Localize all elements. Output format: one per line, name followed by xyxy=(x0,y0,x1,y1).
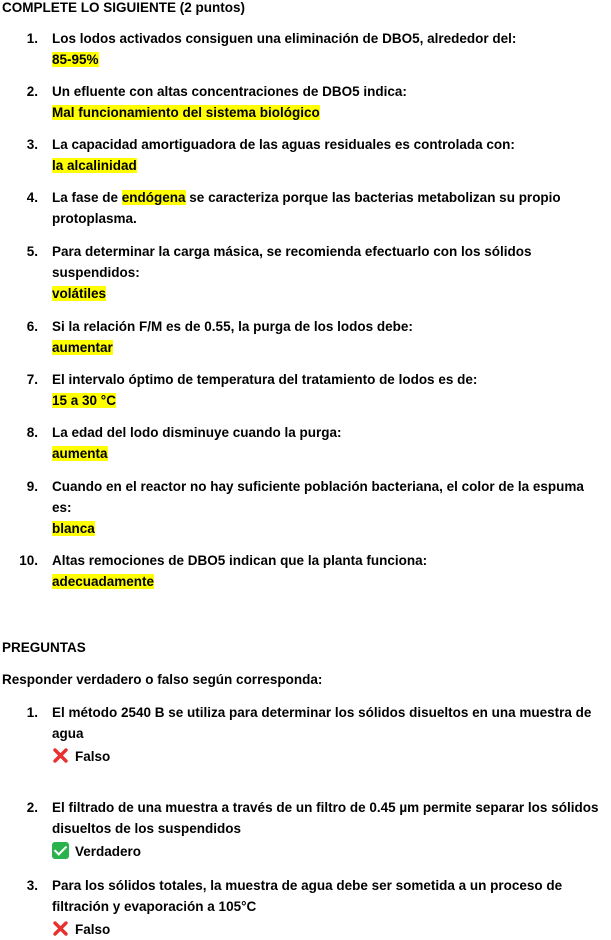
question-text: La capacidad amortiguadora de las aguas residuales es controlada con: xyxy=(52,137,515,152)
item-number: 8. xyxy=(26,425,38,440)
section-title-preguntas: PREGUNTAS xyxy=(2,640,86,655)
cross-mark-icon xyxy=(52,920,69,937)
answer-text: Verdadero xyxy=(75,844,142,859)
answer-text: aumenta xyxy=(52,446,108,461)
answer-text: Falso xyxy=(75,922,111,937)
section-title-complete: COMPLETE LO SIGUIENTE (2 puntos) xyxy=(2,0,245,15)
question-text: Para los sólidos totales, la muestra de agua debe ser sometida a un proceso de xyxy=(52,878,563,893)
question-text: Un efluente con altas concentraciones de DBO5 indica: xyxy=(52,84,407,99)
question-text: Si la relación F/M es de 0.55, la purga de los lodos debe: xyxy=(52,319,413,334)
question-text: filtración y evaporación a 105°C xyxy=(52,899,257,914)
answer-text: 15 a 30 °C xyxy=(52,393,116,408)
answer-text: 85-95% xyxy=(52,52,99,67)
question-text: El filtrado de una muestra a través de un filtro de 0.45 µm permite separar los sólidos xyxy=(52,800,599,815)
question-text-pre: La fase de xyxy=(52,190,122,205)
answer-text: endógena xyxy=(121,190,186,205)
question-text: El método 2540 B se utiliza para determinar los sólidos disueltos en una muestra de xyxy=(52,705,592,720)
question-text: disueltos de los suspendidos xyxy=(52,821,242,836)
question-text: agua xyxy=(52,726,84,741)
answer-text: adecuadamente xyxy=(52,574,155,589)
item-number: 5. xyxy=(26,244,38,259)
check-mark-icon xyxy=(52,842,69,859)
answer-text: Falso xyxy=(75,749,111,764)
item-number: 7. xyxy=(26,372,38,387)
item-number: 1. xyxy=(26,705,38,720)
item-number: 4. xyxy=(26,190,38,205)
item-number: 3. xyxy=(26,878,38,893)
item-number: 6. xyxy=(26,319,38,334)
answer-text: la alcalinidad xyxy=(52,158,137,173)
question-text: Altas remociones de DBO5 indican que la planta funciona: xyxy=(52,553,428,568)
question-text: Para determinar la carga másica, se recomienda efectuarlo con los sólidos xyxy=(52,244,532,259)
answer-text: volátiles xyxy=(52,286,107,301)
question-text: es: xyxy=(52,500,72,515)
question-text: protoplasma. xyxy=(52,211,137,226)
question-text: La edad del lodo disminuye cuando la purga: xyxy=(52,425,342,440)
item-number: 2. xyxy=(26,800,38,815)
answer-text: Mal funcionamiento del sistema biológico xyxy=(52,105,320,120)
question-text: Los lodos activados consiguen una eliminación de DBO5, alrededor del: xyxy=(52,31,517,46)
item-number: 1. xyxy=(26,31,38,46)
instruction-text: Responder verdadero o falso según corresponda: xyxy=(2,672,323,687)
item-number: 2. xyxy=(26,84,38,99)
item-number: 9. xyxy=(26,479,38,494)
answer-text: blanca xyxy=(52,521,95,536)
cross-mark-icon xyxy=(52,747,69,764)
item-number: 10. xyxy=(19,553,38,568)
item-number: 3. xyxy=(26,137,38,152)
question-text-post: se caracteriza porque las bacterias metabolizan su propio xyxy=(185,190,561,205)
question-text: El intervalo óptimo de temperatura del tratamiento de lodos es de: xyxy=(52,372,478,387)
answer-text: aumentar xyxy=(52,340,113,355)
question-text: suspendidos: xyxy=(52,265,140,280)
question-text: Cuando en el reactor no hay suficiente población bacteriana, el color de la espuma xyxy=(52,479,584,494)
